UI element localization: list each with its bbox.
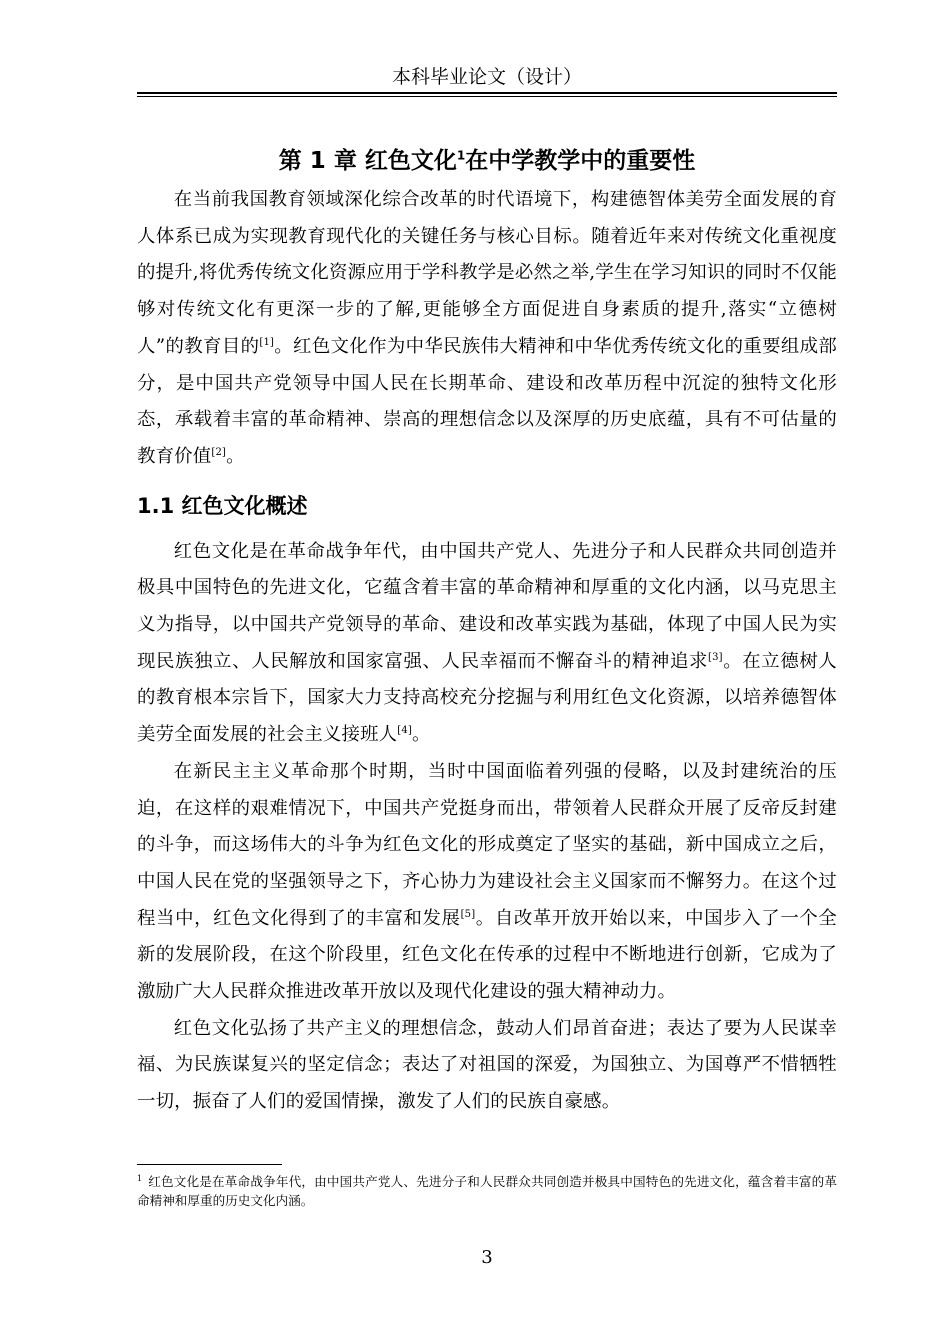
header-rule <box>137 92 837 94</box>
footnote-text: 红色文化是在革命战争年代，由中国共产党人、先进分子和人民群众共同创造并极具中国特色的先进文化，蕴含着丰富的革命精神和厚重的历史文化内涵。 <box>137 1174 837 1208</box>
citation-ref: [3] <box>708 651 723 663</box>
paragraph-text: 。 <box>412 724 431 746</box>
paragraph-text: 红色文化是在革命战争年代，由中国共产党人、先进分子和人民群众共同创造并极具中国特色的先进文化，它蕴含着丰富的革命精神和厚重的文化内涵，以马克思主义为指导，以中国共产党领导的革命、建设和改革实践为基础，体现了中国人民为实现民族独立、人民解放和国家富强、人民幸福而不懈奋斗的精神追求 <box>137 540 837 672</box>
citation-ref: [1] <box>259 336 275 348</box>
paragraph-text: 。自改革开放开始以来，中国步入了一个全新的发展阶段，在这个阶段里，红色文化在传承的过程中不断地进行创新，它成为了激励广大人民群众推进改革开放以及现代化建设的强大精神动力。 <box>137 907 837 1003</box>
main-content <box>137 140 837 1121</box>
page-number: 3 <box>481 1247 493 1268</box>
paragraph-text: 。在立德树人的教育根本宗旨下，国家大力支持高校充分挖掘与利用红色文化资源，以培养德智体美劳全面发展的社会主义接班人 <box>137 650 837 746</box>
footnote-separator <box>137 1164 282 1165</box>
footnote <box>137 1172 837 1210</box>
paragraph-text: 在当前我国教育领域深化综合改革的时代语境下，构建德智体美劳全面发展的育人体系已成为实现教育现代化的关键任务与核心目标。随着近年来对传统文化重视度的提升,将优秀传统文化资源应用于学科教学是必然之举,学生在学习知识的同时不仅能够对传统文化有更深一步的了解,更能够全方面促进自身素质的提升,落实“立德树人”的教育目的 <box>137 189 837 357</box>
paragraph-significance: 红色文化弘扬了共产主义的理想信念，鼓动人们昂首奋进；表达了要为人民谋幸福、为民族谋复兴的坚定信念；表达了对祖国的深爱，为国独立、为国尊严不惜牺牲一切，振奋了人们的爱国情操，激发了人们的民族自豪感。 <box>137 1017 837 1113</box>
chapter-title <box>137 140 837 182</box>
citation-ref: [2] <box>211 446 227 458</box>
section-heading: 1.1 红色文化概述 <box>137 493 308 518</box>
chapter-footnote-mark: 1 <box>456 148 466 163</box>
paragraph-intro <box>137 182 837 476</box>
paragraph-text: 在新民主主义革命那个时期，当时中国面临着列强的侵略，以及封建统治的压迫，在这样的艰难情况下，中国共产党挺身而出，带领着人民群众开展了反帝反封建的斗争，而这场伟大的斗争为红色文化的形成奠定了坚实的基础，新中国成立之后，中国人民在党的坚强领导之下，齐心协力为建设社会主义国家而不懈努力。在这个过程当中，红色文化得到了的丰富和发展 <box>137 760 837 929</box>
paragraph-text: 。 <box>226 445 245 467</box>
running-header: 本科毕业论文（设计） <box>391 66 582 88</box>
citation-ref: [4] <box>397 725 413 737</box>
paragraph-definition <box>137 534 837 754</box>
chapter-title-rest: 在中学教学中的重要性 <box>465 148 696 174</box>
footnote-mark: 1 <box>137 1173 143 1183</box>
header-rule-thin <box>137 96 837 97</box>
chapter-title-main: 第 1 章 红色文化 <box>278 148 457 174</box>
citation-ref: [5] <box>460 908 476 920</box>
paragraph-history <box>137 754 837 1011</box>
paragraph-text: 。红色文化作为中华民族伟大精神和中华优秀传统文化的重要组成部分，是中国共产党领导中国人民在长期革命、建设和改革历程中沉淀的独特文化形态，承载着丰富的革命精神、崇高的理想信念以及深厚的历史底蕴，具有不可估量的教育价值 <box>137 335 837 467</box>
